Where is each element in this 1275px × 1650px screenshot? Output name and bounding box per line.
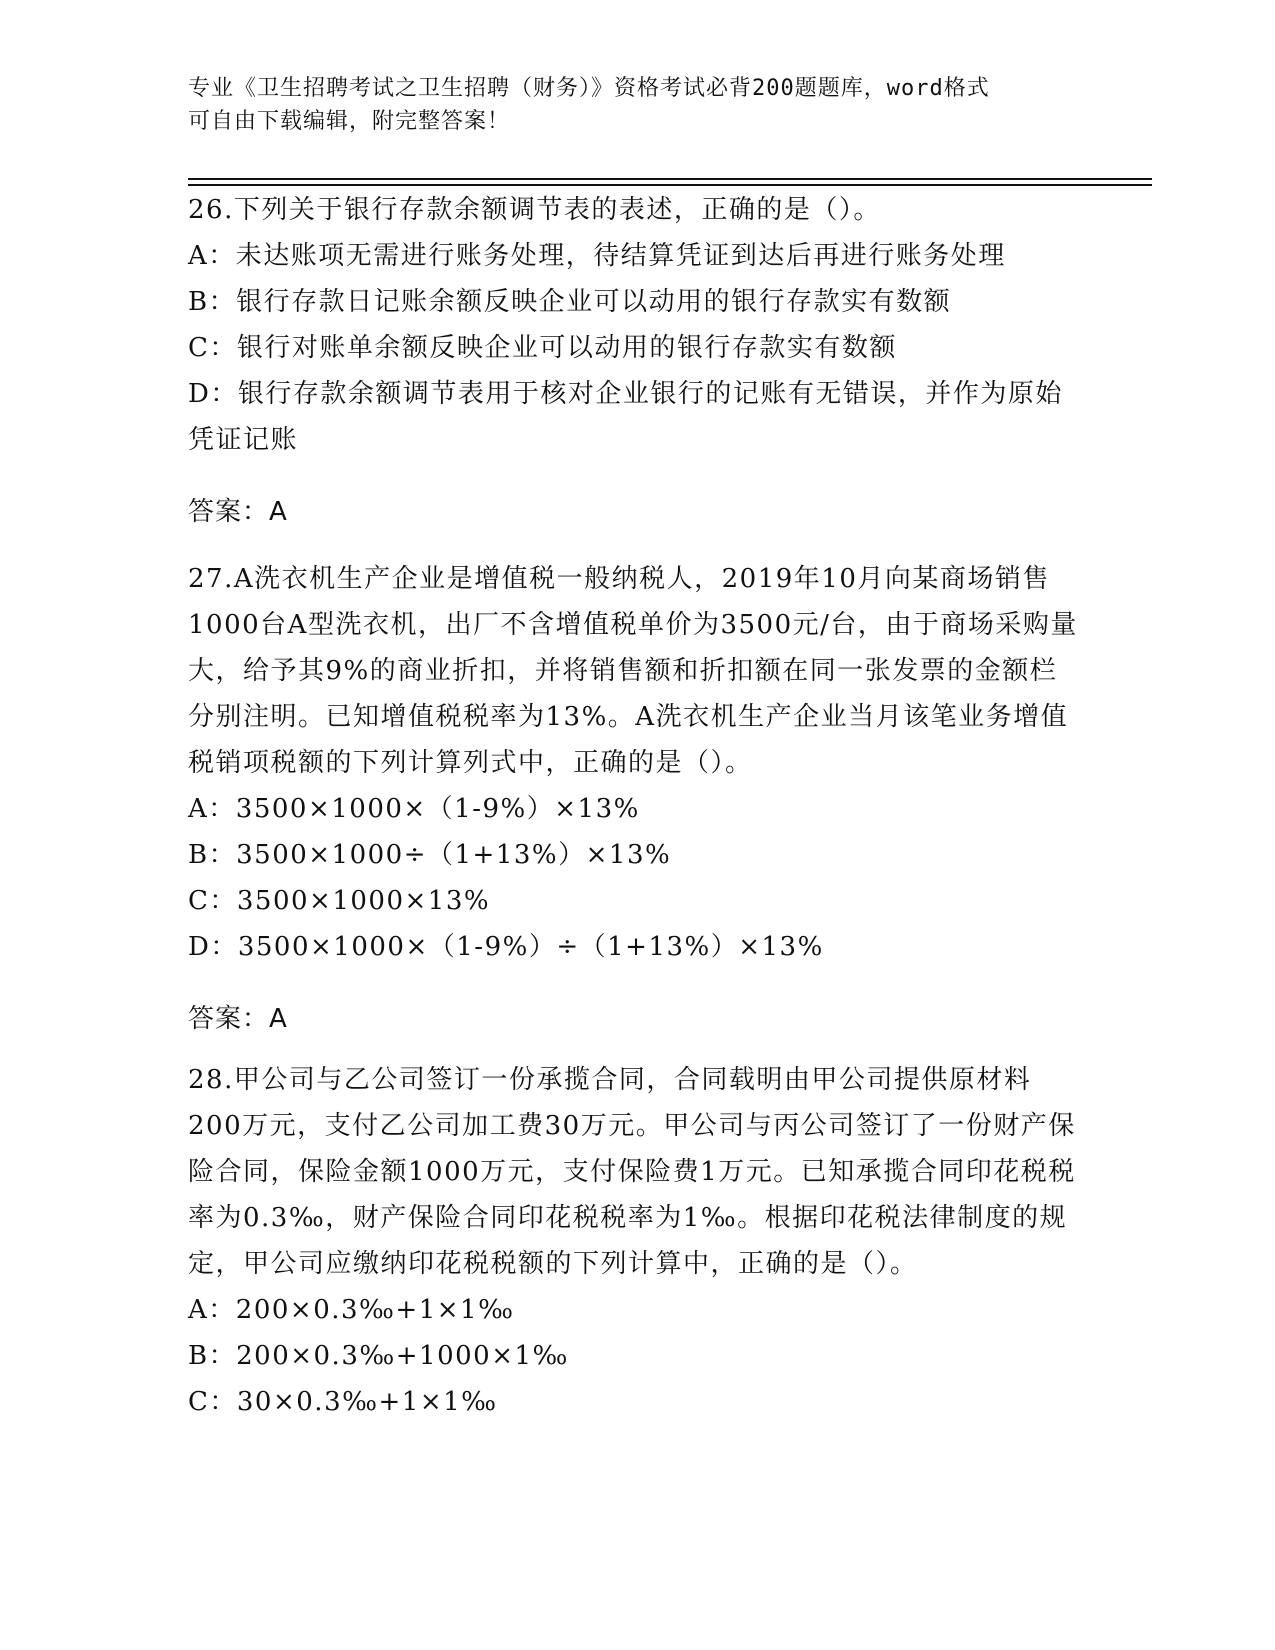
question-stem: 27.A洗衣机生产企业是增值税一般纳税人，2019年10月向某商场销售1000台A型洗衣机，出厂不含增值税单价为3500元/台，由于商场采购量大，给予其9%的商业折扣，并将销售额和折扣额在同一张发票的金额栏分别注明。已知增值税税率为13%。A洗衣机生产企业当月该笔业务增值税销项税额的下列计算列式中，正确的是（）。 xyxy=(188,564,1078,778)
option-c: C：30×0.3‰+1×1‰ xyxy=(188,1387,498,1417)
answer: 答案：A xyxy=(188,497,288,527)
question-26 xyxy=(188,187,1078,561)
option-b: B：银行存款日记账余额反映企业可以动用的银行存款实有数额 xyxy=(188,287,952,317)
option-c: C：3500×1000×13% xyxy=(188,886,491,916)
header-divider-bottom xyxy=(188,184,1152,186)
question-stem: 26.下列关于银行存款余额调节表的表述，正确的是（）。 xyxy=(188,195,881,225)
answer: 答案：A xyxy=(188,1004,288,1034)
question-27 xyxy=(188,556,1078,1068)
option-b: B：3500×1000÷（1+13%）×13% xyxy=(188,840,672,870)
option-a: A：3500×1000×（1-9%）×13% xyxy=(188,794,640,824)
question-28 xyxy=(188,1057,1078,1425)
option-b: B：200×0.3‰+1000×1‰ xyxy=(188,1341,569,1371)
header-line-2: 可自由下载编辑，附完整答案！ xyxy=(188,109,511,134)
option-d: D：3500×1000×（1-9%）÷（1+13%）×13% xyxy=(188,932,824,962)
question-stem: 28.甲公司与乙公司签订一份承揽合同，合同载明由甲公司提供原材料200万元，支付乙公司加工费30万元。甲公司与丙公司签订了一份财产保险合同，保险金额1000万元，支付保险费1万元。已知承揽合同印花税税率为0.3‰，财产保险合同印花税税率为1‰。根据印花税法律制度的规定，甲公司应缴纳印花税税额的下列计算中，正确的是（）。 xyxy=(188,1065,1076,1279)
header-divider-top xyxy=(188,178,1152,180)
option-a: A：未达账项无需进行账务处理，待结算凭证到达后再进行账务处理 xyxy=(188,241,1006,271)
header-line-1: 专业《卫生招聘考试之卫生招聘（财务）》资格考试必背200题题库，word格式 xyxy=(188,76,990,101)
document-header xyxy=(188,72,1088,138)
option-a: A：200×0.3‰+1×1‰ xyxy=(188,1295,515,1325)
option-d: D：银行存款余额调节表用于核对企业银行的记账有无错误，并作为原始凭证记账 xyxy=(188,379,1063,455)
option-c: C：银行对账单余额反映企业可以动用的银行存款实有数额 xyxy=(188,333,897,363)
